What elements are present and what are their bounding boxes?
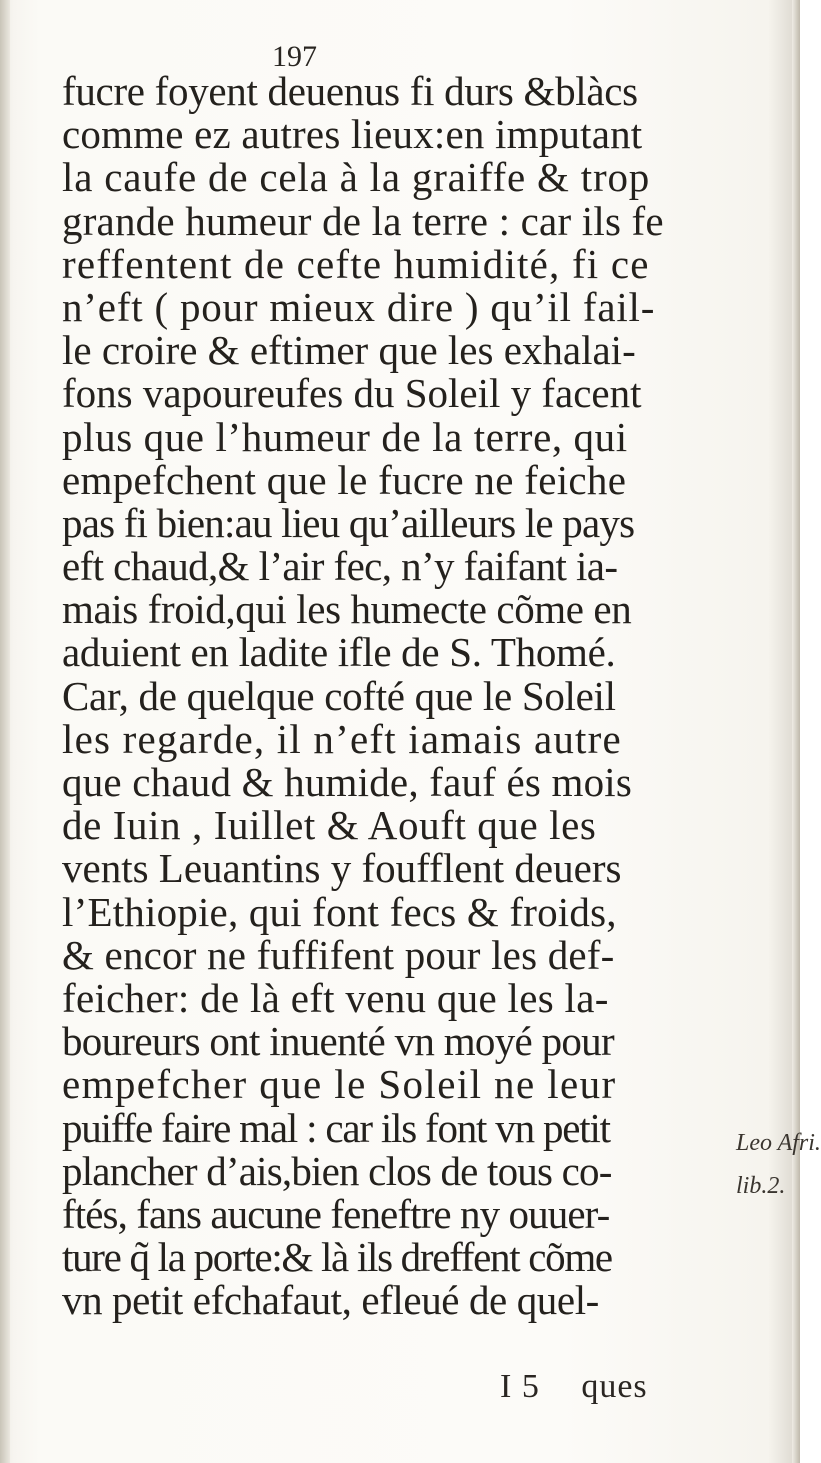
text-line: plus que l’humeur de la terre, qui [62, 413, 628, 460]
body-text [62, 70, 752, 1322]
text-line: boureurs ont inuenté vn moyé pour [62, 1018, 614, 1065]
text-line: la caufe de cela à la graiffe & trop [62, 154, 651, 201]
text-line: ture q̃ la porte:& là ils dreffent cõme [62, 1234, 612, 1281]
text-line: de Iuin , Iuillet & Aouft que les [62, 802, 597, 849]
text-line: que chaud & humide, fauf és mois [62, 759, 633, 805]
text-line: mais froid,qui les humecte cõme en [62, 586, 632, 633]
text-line: Car, de quelque cofté que le Soleil [62, 672, 616, 719]
text-line: pas fi bien:au lieu qu’ailleurs le pays [62, 499, 635, 546]
text-line: & encor ne fuffifent pour les def- [62, 931, 615, 978]
text-line: ftés, fans aucune feneftre ny ouuer- [62, 1190, 610, 1237]
text-line: aduient en ladite ifle de S. Thomé. [62, 629, 616, 676]
text-line: plancher d’ais,bien clos de tous co- [62, 1147, 612, 1194]
text-line: empefcher que le Soleil ne leur [62, 1061, 617, 1108]
page-gutter [0, 0, 10, 1463]
text-line: grande humeur de la terre : car ils fe [62, 197, 664, 244]
text-line: l’Ethiopie, qui font fecs & froids, [62, 888, 617, 935]
page-number: 197 [272, 40, 317, 73]
text-line: puiffe faire mal : car ils font vn petit [62, 1104, 610, 1151]
text-line: eft chaud,& l’air fec, n’y faifant ia- [62, 543, 618, 590]
text-line: feicher: de là eft venu que les la- [62, 974, 609, 1021]
text-line: vn petit efchafaut, efleué de quel- [62, 1277, 599, 1324]
text-line: les regarde, il n’eft iamais autre [62, 715, 622, 762]
text-line: fucre foyent deuenus fi durs &blàcs [62, 68, 638, 114]
catchword: ques [581, 1368, 648, 1405]
footer-line [500, 1368, 648, 1406]
margin-note-book: lib.2. [736, 1173, 786, 1199]
text-line: reffentent de cefte humidité, fi ce [62, 240, 650, 287]
text-line: comme ez autres lieux:en imputant [62, 111, 643, 158]
text-line: le croire & eftimer que les exhalai- [62, 327, 636, 374]
text-line: n’eft ( pour mieux dire ) qu’il fail- [62, 283, 656, 330]
margin-note-source: Leo Afri. [736, 1130, 821, 1156]
text-line: empefchent que le fucre ne feiche [62, 456, 627, 503]
page-edge [792, 0, 800, 1463]
signature-mark: I 5 [500, 1368, 540, 1405]
text-line: fons vapoureufes du Soleil y facent [62, 370, 642, 417]
text-line: vents Leuantins y foufflent deuers [62, 845, 622, 892]
